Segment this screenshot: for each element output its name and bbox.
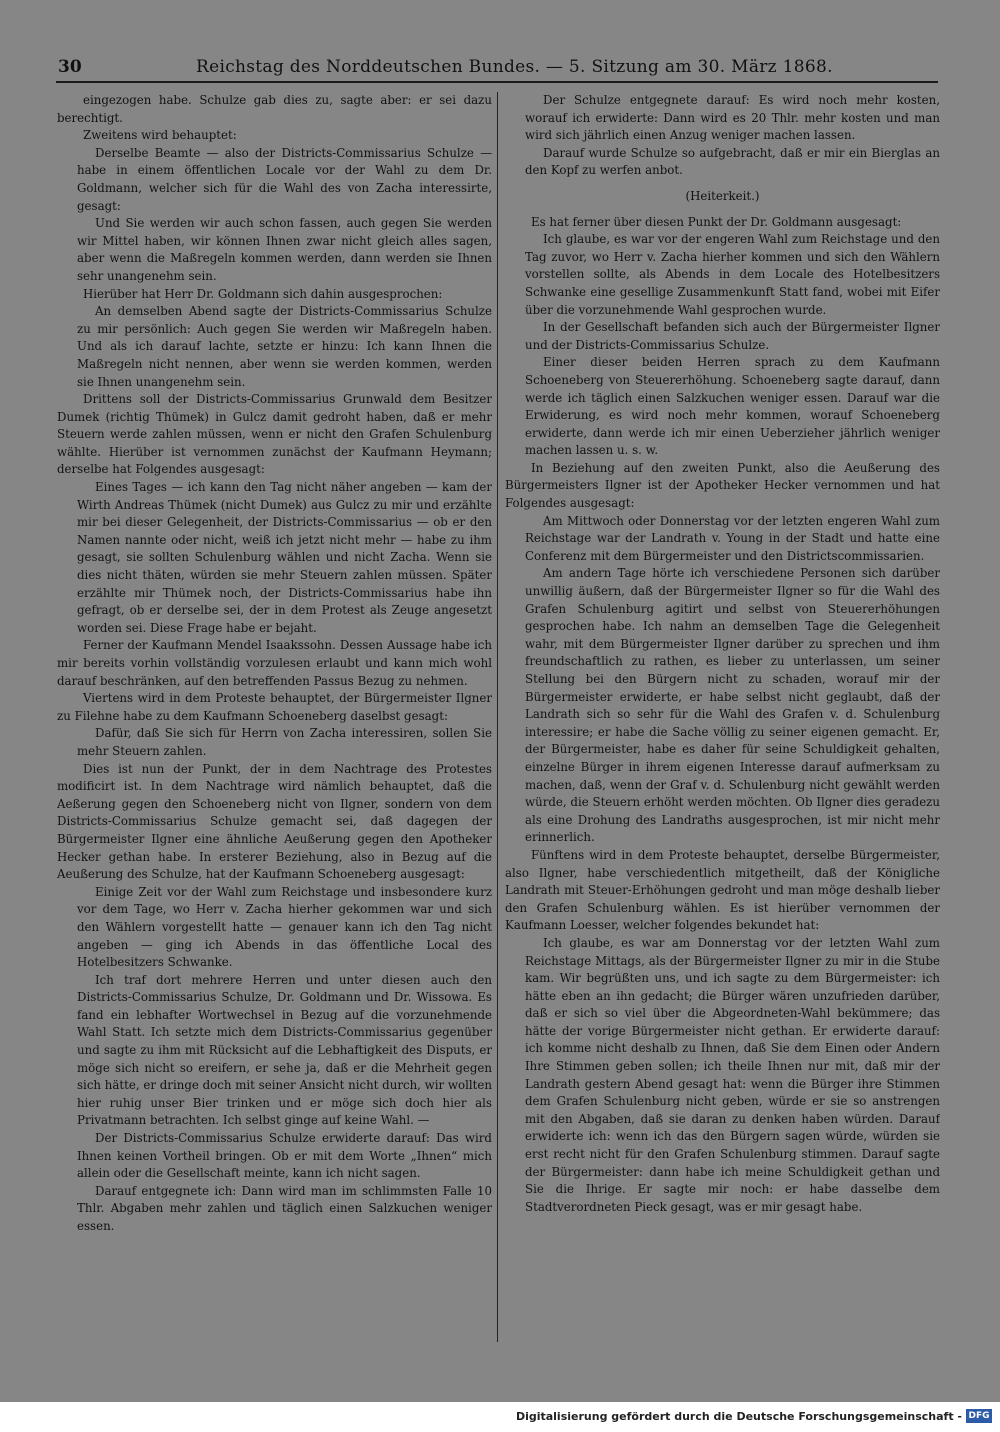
quoted-paragraph: Eines Tages — ich kann den Tag nicht näher angeben — kam der Wirth Andreas Thümek (nicht Dumek) aus Gulcz zu mir und erzählte mir bei dieser Gelegenheit, der Districts-Commissarius — ob er den Namen nannte oder nicht, weiß ich jetzt nicht mehr — habe zu ihm gesagt, sie sollten Schulenburg wählen und nicht Zacha. Wenn sie dies nicht thäten, würden sie mehr Steuern zahlen müssen. Später erzählte mir Thümek noch, der Districts-Commissarius habe ihn gefragt, ob er derselbe sei, der in dem Protest als Zeuge angesetzt worden sei. Diese Frage habe er bejaht.: [77, 480, 492, 635]
paragraph: In Beziehung auf den zweiten Punkt, also die Aeußerung des Bürgermeisters Ilgner ist der Apotheker Hecker vernommen und hat Folgendes ausgesagt:: [505, 460, 940, 511]
paragraph: Hierüber hat Herr Dr. Goldmann sich dahin ausgesprochen:: [83, 286, 443, 301]
quoted-paragraph: Darauf wurde Schulze so aufgebracht, daß er mir ein Bierglas an den Kopf zu werfen anbot.: [525, 145, 940, 178]
quoted-paragraph: In der Gesellschaft befanden sich auch der Bürgermeister Ilgner und der Districts-Commissarius Schulze.: [525, 320, 940, 352]
quoted-paragraph: Einer dieser beiden Herren sprach zu dem Kaufmann Schoeneberg von Steuererhöhung. Schoeneberg sagte darauf, dann werde ich täglich einen Salzkuchen weniger essen. Darauf war die Erwiderung, es wird noch mehr kommen, worauf Schoeneberg erwiderte, dann werde ich mir einen Ueberzieher jährlich weniger machen lassen u. s. w.: [525, 355, 940, 458]
left-text-column: [57, 92, 492, 1347]
quoted-paragraph: Am andern Tage hörte ich verschiedene Personen sich darüber unwillig äußern, daß der Bürgermeister Ilgner so für die Wahl des Grafen Schulenburg agitirt und selbst von Steuererhöhungen gesprochen habe. Ich nahm an demselben Tage die Gelegenheit wahr, mit dem Bürgermeister Ilgner darüber zu sprechen und ihm freundschaftlich zu rathen, es lieber zu unterlassen, um seiner Stellung bei den Bürgern nicht zu schaden, worauf mir der Bürgermeister erwiderte, er habe selbst nicht geglaubt, daß der Landrath sich so sehr für die Wahl des Grafen v. d. Schulenburg interessire; er habe die Sache völlig zu seiner eigenen gemacht. Er, der Bürgermeister, habe es daher für seine Schuldigkeit gehalten, einzelne Bürger in ihrem eigenen Interesse darauf aufmerksam zu machen, daß, wenn der Graf v. d. Schulenburg nicht gewählt werden würde, die Steuern erhöht werden möchten. Ob Ilgner dies geradezu als eine Drohung des Landraths ausgesprochen, ist mir nicht mehr erinnerlich.: [525, 566, 940, 845]
centered-remark: (Heiterkeit.): [685, 188, 760, 203]
quoted-paragraph: Darauf entgegnete ich: Dann wird man im schlimmsten Falle 10 Thlr. Abgaben mehr zahlen und täglich einen Salzkuchen weniger essen.: [77, 1183, 492, 1233]
column-divider: [497, 92, 498, 1342]
paragraph: Viertens wird in dem Proteste behauptet, der Bürgermeister Ilgner zu Filehne habe zu dem Kaufmann Schoeneberg daselbst gesagt:: [57, 691, 492, 723]
paragraph: Zweitens wird behauptet:: [83, 128, 237, 143]
paragraph: Ferner der Kaufmann Mendel Isaakssohn. Dessen Aussage habe ich mir bereits vorhin vollständig vorzulesen erlaubt und kann mich wohl darauf beschränken, auf den betreffenden Passus Bezug zu nehmen.: [57, 638, 492, 688]
quoted-paragraph: Ich traf dort mehrere Herren und unter diesen auch den Districts-Commissarius Schulze, Dr. Goldmann und Dr. Wissowa. Es fand ein lebhafter Wortwechsel in Bezug auf die vorzunehmende Wahl Statt. Ich setzte mich dem Districts-Commissarius gegenüber und sagte zu ihm mit Rücksicht auf die Lebhaftigkeit des Disputs, er möge sich nicht so ereifern, er sehe ja, daß er die Mehrheit gegen sich hätte, er dringe doch mit seiner Ansicht nicht durch, wir wollten hier ruhig unser Bier trinken und er möge sich doch hier als Privatmann betrachten. Ich selbst ginge auf keine Wahl. —: [77, 972, 492, 1128]
quoted-paragraph: Am Mittwoch oder Donnerstag vor der letzten engeren Wahl zum Reichstage war der Landrath v. Young in der Stadt und hatte eine Conferenz mit dem Bürgermeister und den Districtscommissarien.: [525, 513, 940, 563]
funding-credit: Digitalisierung gefördert durch die Deutsche Forschungsgemeinschaft -: [515, 1410, 962, 1423]
running-title: Reichstag des Norddeutschen Bundes. — 5. Sitzung am 30. März 1868.: [196, 57, 833, 77]
quoted-paragraph: Derselbe Beamte — also der Districts-Commissarius Schulze — habe in einem öffentlichen Locale vor der Wahl zu dem Dr. Goldmann, welcher sich für die Wahl des von Zacha interessirte, gesagt:: [77, 145, 492, 213]
quoted-paragraph: Ich glaube, es war am Donnerstag vor der letzten Wahl zum Reichstage Mittags, als der Bürgermeister Ilgner zu mir in die Stube kam. Wir begrüßten uns, und ich sagte zu dem Bürgermeister: ich hätte eben an ihn gedacht; die Bürger wären unzufrieden darüber, daß er sich so viel über die Abgeordneten-Wahl bekümmere; das hätte der vorige Bürgermeister nicht gethan. Er erwiderte darauf: ich komme nicht deshalb zu Ihnen, daß Sie dem Einen oder Andern Ihre Stimmen geben sollen; ich theile Ihnen nur mit, daß mir der Landrath gestern Abend gesagt hat: wenn die Bürger ihre Stimmen dem Grafen Schulenburg nicht geben, würde er sie so anstrengen mit den Abgaben, daß sie daran zu denken haben würden. Darauf erwiderte ich: wenn ich das den Bürgern sagen würde, würden sie erst recht nicht für den Grafen Schulenburg stimmen. Darauf sagte der Bürgermeister: dann habe ich meine Schuldigkeit gethan und Sie die Ihrige. Er sagte mir noch: er habe dasselbe dem Stadtverordneten Pieck gesagt, was er mir gesagt habe.: [525, 935, 940, 1214]
right-text-column: [505, 92, 940, 1347]
quoted-paragraph: Und Sie werden wir auch schon fassen, auch gegen Sie werden wir Mittel haben, wir können Ihnen zwar nicht gleich alles sagen, aber wenn die Maßregeln kommen werden, dann werden sie Ihnen sehr unangenehm sein.: [77, 216, 492, 283]
quoted-paragraph: Einige Zeit vor der Wahl zum Reichstage und insbesondere kurz vor dem Tage, wo Herr v. Zacha hierher gekommen war und sich den Wählern vorgestellt hatte — genauer kann ich den Tag nicht angeben — ging ich Abends in das öffentliche Local des Hotelbesitzers Schwanke.: [77, 884, 492, 970]
paragraph: Fünftens wird in dem Proteste behauptet, derselbe Bürgermeister, also Ilgner, habe verschiedentlich mitgetheilt, daß der Königliche Landrath mit Steuer-Erhöhungen gedroht und man möge deshalb lieber den Grafen Schulenburg wählen. Es ist hierüber vernommen der Kaufmann Loesser, welcher folgendes bekundet hat:: [505, 847, 940, 933]
paragraph: eingezogen habe. Schulze gab dies zu, sagte aber: er sei dazu berechtigt.: [57, 93, 492, 125]
running-header: [56, 55, 938, 83]
quoted-paragraph: Der Schulze entgegnete darauf: Es wird noch mehr kosten, worauf ich erwiderte: Dann wird es 20 Thlr. mehr kosten und man wird sich jährlich einen Anzug weniger machen lassen.: [525, 93, 940, 143]
paragraph: Es hat ferner über diesen Punkt der Dr. Goldmann ausgesagt:: [531, 214, 902, 229]
paragraph: Drittens soll der Districts-Commissarius Grunwald dem Besitzer Dumek (richtig Thümek) in Gulcz damit gedroht haben, daß er mehr Steuern werde zahlen müssen, wenn er nicht den Grafen Schulenburg wählte. Hierüber ist vernommen zunächst der Kaufmann Heymann; derselbe hat Folgendes ausgesagt:: [57, 392, 492, 477]
quoted-paragraph: Dafür, daß Sie sich für Herrn von Zacha interessiren, sollen Sie mehr Steuern zahlen.: [77, 726, 492, 758]
dfg-logo: DFG: [966, 1409, 992, 1423]
quoted-paragraph: An demselben Abend sagte der Districts-Commissarius Schulze zu mir persönlich: Auch gegen Sie werden wir Maßregeln haben. Und als ich darauf lachte, setzte er hinzu: Ich kann Ihnen die Maßregeln nicht nennen, aber wenn sie werden kommen, werden sie Ihnen unangenehm sein.: [77, 304, 492, 389]
paragraph: Dies ist nun der Punkt, der in dem Nachtrage des Protestes modificirt ist. In dem Nachtrage wird nämlich behauptet, daß die Aeßerung gegen den Schoeneberg nicht von Ilgner, sondern von dem Districts-Commissarius Schulze gemacht sei, daß dagegen der Bürgermeister Ilgner eine ähnliche Aeußerung gegen den Apotheker Hecker gethan habe. In ersterer Beziehung, also in Bezug auf die Aeußerung des Schulze, hat der Kaufmann Schoeneberg ausgesagt:: [57, 761, 492, 882]
digitization-footer: [0, 1402, 1000, 1432]
quoted-paragraph: Der Districts-Commissarius Schulze erwiderte darauf: Das wird Ihnen keinen Vortheil bringen. Ob er mit dem Worte „Ihnen“ mich allein oder die Gesellschaft meinte, kann ich nicht sagen.: [77, 1131, 492, 1181]
page-number: 30: [58, 57, 82, 77]
quoted-paragraph: Ich glaube, es war vor der engeren Wahl zum Reichstage und den Tag zuvor, wo Herr v. Zacha hierher kommen und sich den Wählern vorstellen sollte, als Abends in dem Locale des Hotelbesitzers Schwanke eine gesellige Zusammenkunft Statt fand, wobei mit Eifer über die vorzunehmende Wahl gesprochen wurde.: [525, 232, 940, 317]
